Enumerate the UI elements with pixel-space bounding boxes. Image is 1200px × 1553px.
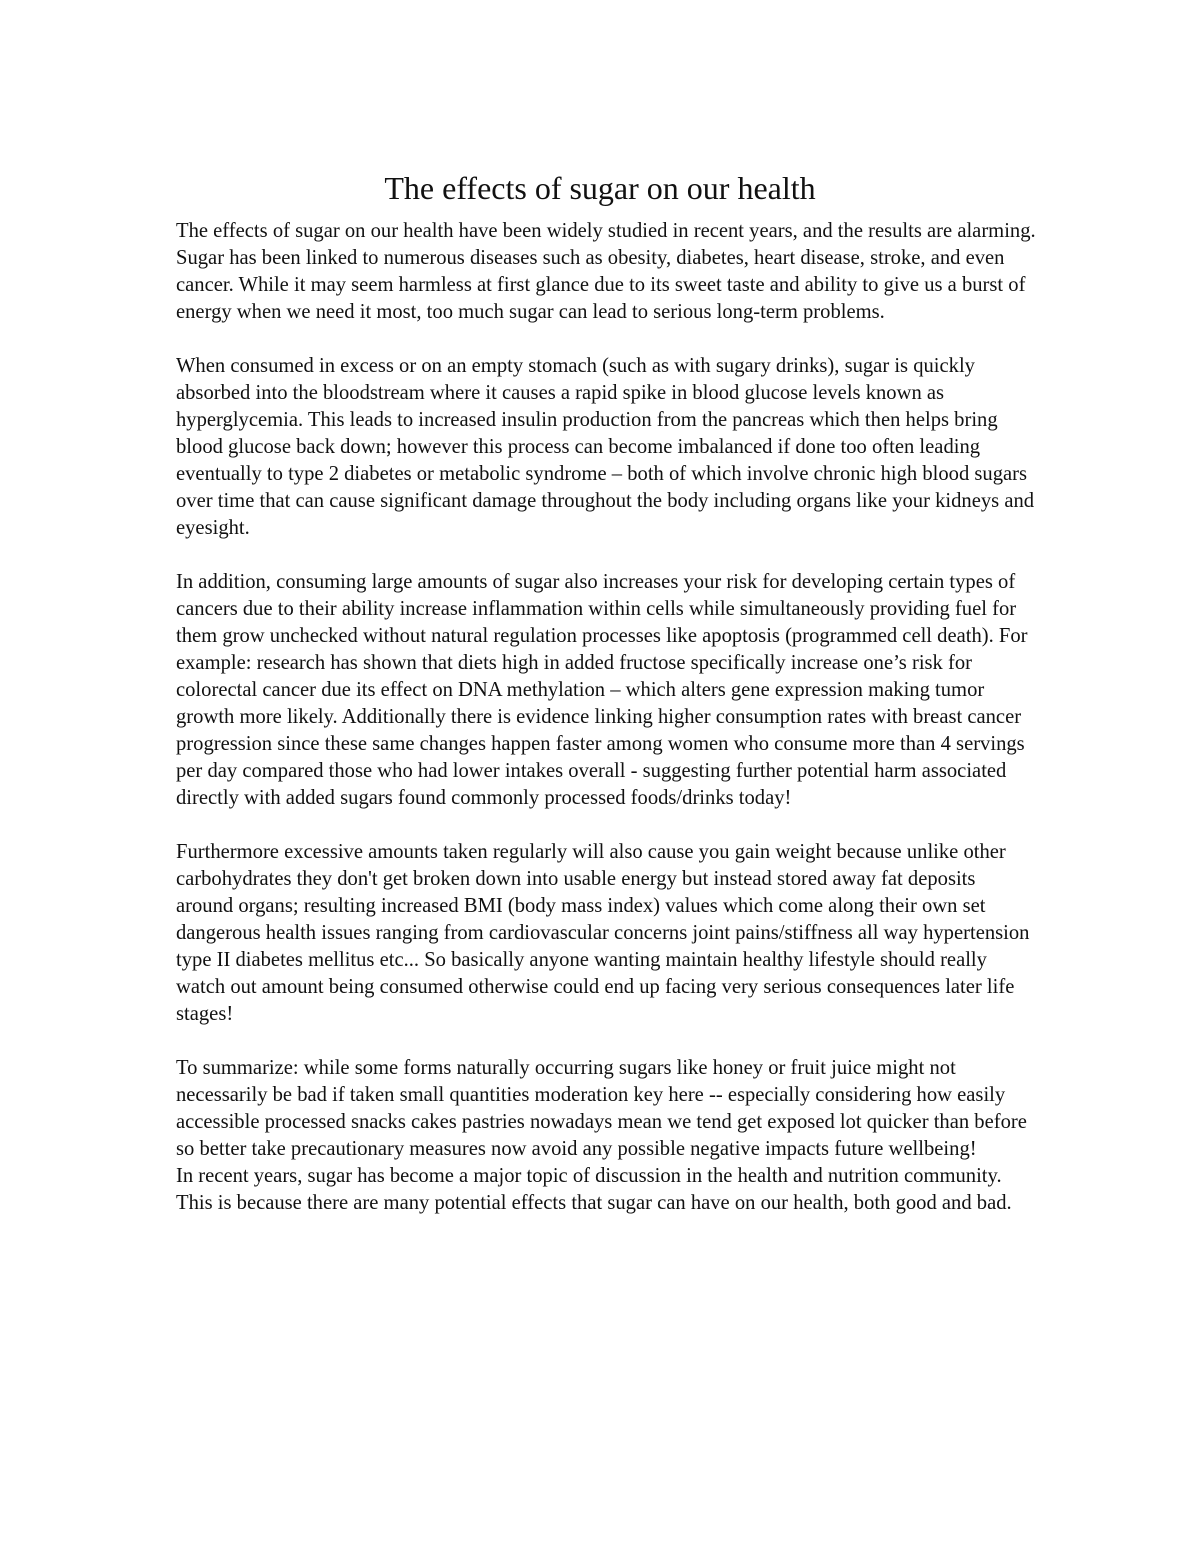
paragraph-weight-gain: Furthermore excessive amounts taken regularly will also cause you gain weight because unlike other carbohydrates they don't get broken down into usable energy but instead stored away fat deposits around organs; resulting increased BMI (body mass index) values which come along their own set dangerous health issues ranging from cardiovascular concerns joint pains/stiffness all way hypertension type II diabetes mellitus etc... So basically anyone wanting maintain healthy lifestyle should really watch out amount being consumed otherwise could end up facing very serious consequences later life stages! bbox=[176, 841, 1030, 1025]
paragraph-intro: The effects of sugar on our health have been widely studied in recent years, and the results are alarming. Sugar has been linked to numerous diseases such as obesity, diabetes, heart disease, stroke, and even cancer. While it may seem harmless at first glance due to its sweet taste and ability to give us a burst of energy when we need it most, too much sugar can lead to serious long-term problems. bbox=[176, 220, 1036, 323]
paragraph-cancer-risk: In addition, consuming large amounts of sugar also increases your risk for developing certain types of cancers due to their ability increase inflammation within cells while simultaneously providing fuel for them grow unchecked without natural regulation processes like apoptosis (programmed cell death). For example: research has shown that diets high in added fructose specifically increase one’s risk for colorectal cancer due its effect on DNA methylation – which alters gene expression making tumor growth more likely. Additionally there is evidence linking higher consumption rates with breast cancer progression since these same changes happen faster among women who consume more than 4 servings per day compared those who had lower intakes overall - suggesting further potential harm associated directly with added sugars found commonly processed foods/drinks today! bbox=[176, 571, 1028, 809]
document-page bbox=[176, 168, 1036, 1244]
document-title: The effects of sugar on our health bbox=[384, 170, 816, 206]
paragraph-closing: In recent years, sugar has become a major topic of discussion in the health and nutrition community. This is because there are many potential effects that sugar can have on our health, both good and bad. bbox=[176, 1165, 1012, 1214]
paragraph-summary: To summarize: while some forms naturally occurring sugars like honey or fruit juice might not necessarily be bad if taken small quantities moderation key here -- especially considering how easily accessible processed snacks cakes pastries nowadays mean we tend get exposed lot quicker than before so better take precautionary measures now avoid any possible negative impacts future wellbeing! bbox=[176, 1057, 1027, 1160]
paragraph-hyperglycemia: When consumed in excess or on an empty stomach (such as with sugary drinks), sugar is quickly absorbed into the bloodstream where it causes a rapid spike in blood glucose levels known as hyperglycemia. This leads to increased insulin production from the pancreas which then helps bring blood glucose back down; however this process can become imbalanced if done too often leading eventually to type 2 diabetes or metabolic syndrome – both of which involve chronic high blood sugars over time that can cause significant damage throughout the body including organs like your kidneys and eyesight. bbox=[176, 355, 1035, 539]
